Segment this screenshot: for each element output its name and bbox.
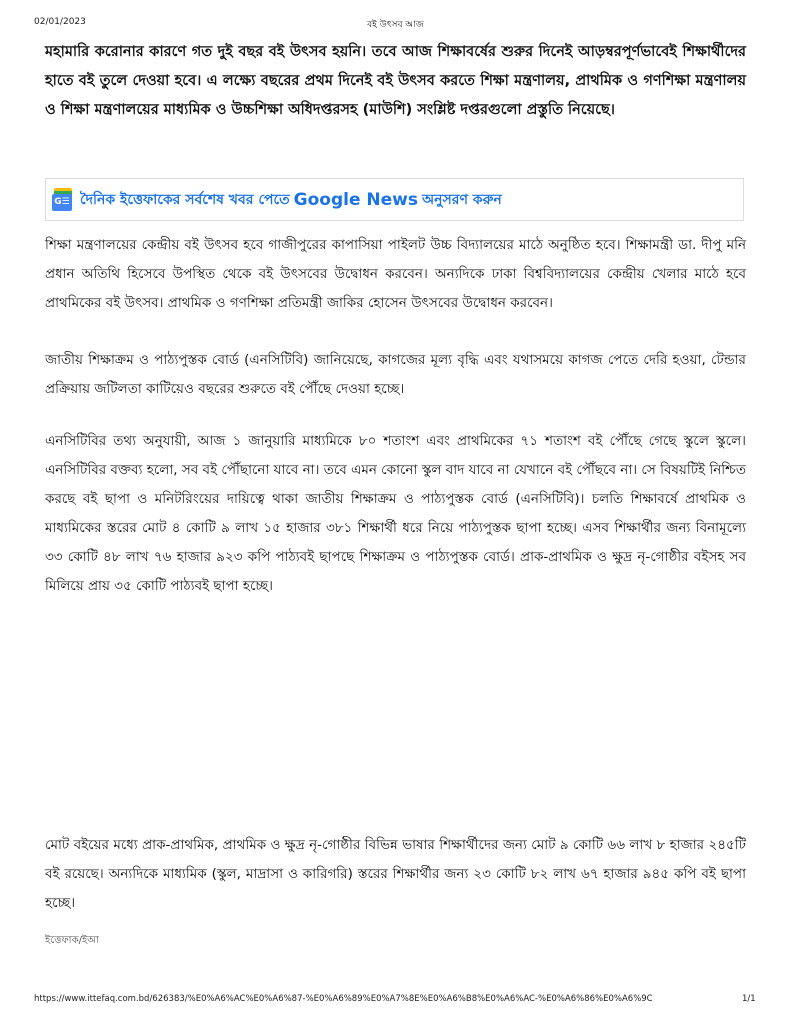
google-news-suffix[interactable]: অনুসরণ করুন (422, 191, 502, 208)
print-date: 02/01/2023 (34, 17, 86, 27)
article-paragraph: মোট বইয়ের মধ্যে প্রাক-প্রাথমিক, প্রাথমিক ও ক্ষুদ্র নৃ-গোষ্ঠীর বিভিন্ন ভাষার শিক্ষার্থীদের জন্য মোট ৯ কোটি ৬৬ লাখ ৮ হাজার ২৪৫টি বই রয়েছে। অন্যদিকে মাধ্যমিক (স্কুল, মাদ্রাসা ও কারিগরি) স্তরের শিক্ষার্থীর জন্য ২৩ কোটি ৮২ লাখ ৬৭ হাজার ৯৪৫ কপি বই ছাপা হচ্ছে। (45, 837, 746, 911)
article-paragraph: জাতীয় শিক্ষাক্রম ও পাঠ্যপুস্তক বোর্ড (এনসিটিবি) জানিয়েছে, কাগজের মূল্য বৃদ্ধি এবং যথাসময়ে কাগজ পেতে দেরি হওয়া, টেন্ডার প্রক্রিয়ায় জটিলতা কাটিয়েও বছরের শুরুতে বই পৌঁছে দেওয়া হচ্ছে। (45, 352, 746, 397)
google-news-prefix[interactable]: দৈনিক ইত্তেফাকের সর্বশেষ খবর পেতে (80, 191, 290, 208)
article-lead: মহামারি করোনার কারণে গত দুই বছর বই উৎসব হয়নি। তবে আজ শিক্ষাবর্ষের শুরুর দিনেই আড়ম্বরপূর্ণভাবেই শিক্ষার্থীদের হাতে বই তুলে দেওয়া হবে। এ লক্ষ্যে বছরের প্রথম দিনেই বই উৎসব করতে শিক্ষা মন্ত্রণালয়, প্রাথমিক ও গণশিক্ষা মন্ত্রণালয় ও শিক্ষা মন্ত্রণালয়ের মাধ্যমিক ও উচ্চশিক্ষা অধিদপ্তরসহ (মাউশি) সংশ্লিষ্ট দপ্তরগুলো প্রস্তুতি নিয়েছে। (45, 44, 746, 118)
article-byline: ইত্তেফাক/ইআ (45, 935, 99, 946)
article-paragraph: শিক্ষা মন্ত্রণালয়ের কেন্দ্রীয় বই উৎসব হবে গাজীপুরের কাপাসিয়া পাইলট উচ্চ বিদ্যালয়ের মাঠে অনুষ্ঠিত হবে। শিক্ষামন্ত্রী ডা. দীপু মনি প্রধান অতিথি হিসেবে উপস্থিত থেকে বই উৎসবের উদ্বোধন করবেন। অন্যদিকে ঢাকা বিশ্ববিদ্যালয়ের কেন্দ্রীয় খেলার মাঠে হবে প্রাথমিকের বই উৎসব। প্রাথমিক ও গণশিক্ষা প্রতিমন্ত্রী জাকির হোসেন উৎসবের উদ্বোধন করবেন। (45, 237, 746, 311)
google-news-follow-banner[interactable] (45, 178, 744, 221)
page-number: 1/1 (742, 994, 756, 1004)
google-news-icon: G☰ (52, 188, 74, 212)
print-url: https://www.ittefaq.com.bd/626383/%E0%A6%AC%E0%A6%87-%E0%A6%89%E0%A7%8E%E0%A6%B8%E0%A6%AC-%E0%A6%86%E0%A6%9C (34, 994, 653, 1004)
print-page-title: বই উৎসব আজ (367, 20, 424, 30)
article-paragraph: এনসিটিবির তথ্য অনুযায়ী, আজ ১ জানুয়ারি মাধ্যমিকে ৮০ শতাংশ এবং প্রাথমিকের ৭১ শতাংশ বই পৌঁছে গেছে স্কুলে স্কুলে। এনসিটিবির বক্তব্য হলো, সব বই পৌঁছানো যাবে না। তবে এমন কোনো স্কুল বাদ যাবে না যেখানে বই পৌঁছবে না। সে বিষয়টিই নিশ্চিত করছে বই ছাপা ও মনিটরিংয়ের দায়িত্বে থাকা জাতীয় শিক্ষাক্রম ও পাঠ্যপুস্তক বোর্ড (এনসিটিবি)। চলতি শিক্ষাবর্ষে প্রাথমিক ও মাধ্যমিকের স্তরের মোট ৪ কোটি ৯ লাখ ১৫ হাজার ৩৮১ শিক্ষার্থী ধরে নিয়ে পাঠ্যপুস্তক ছাপা হচ্ছে। এসব শিক্ষার্থীর জন্য বিনামূল্যে ৩৩ কোটি ৪৮ লাখ ৭৬ হাজার ৯২৩ কপি পাঠ্যবই ছাপছে শিক্ষাক্রম ও পাঠ্যপুস্তক বোর্ড। প্রাক-প্রাথমিক ও ক্ষুদ্র নৃ-গোষ্ঠীর বইসহ সব মিলিয়ে প্রায় ৩৫ কোটি পাঠ্যবই ছাপা হচ্ছে। (45, 433, 747, 594)
google-news-brand[interactable]: Google News (293, 189, 419, 210)
